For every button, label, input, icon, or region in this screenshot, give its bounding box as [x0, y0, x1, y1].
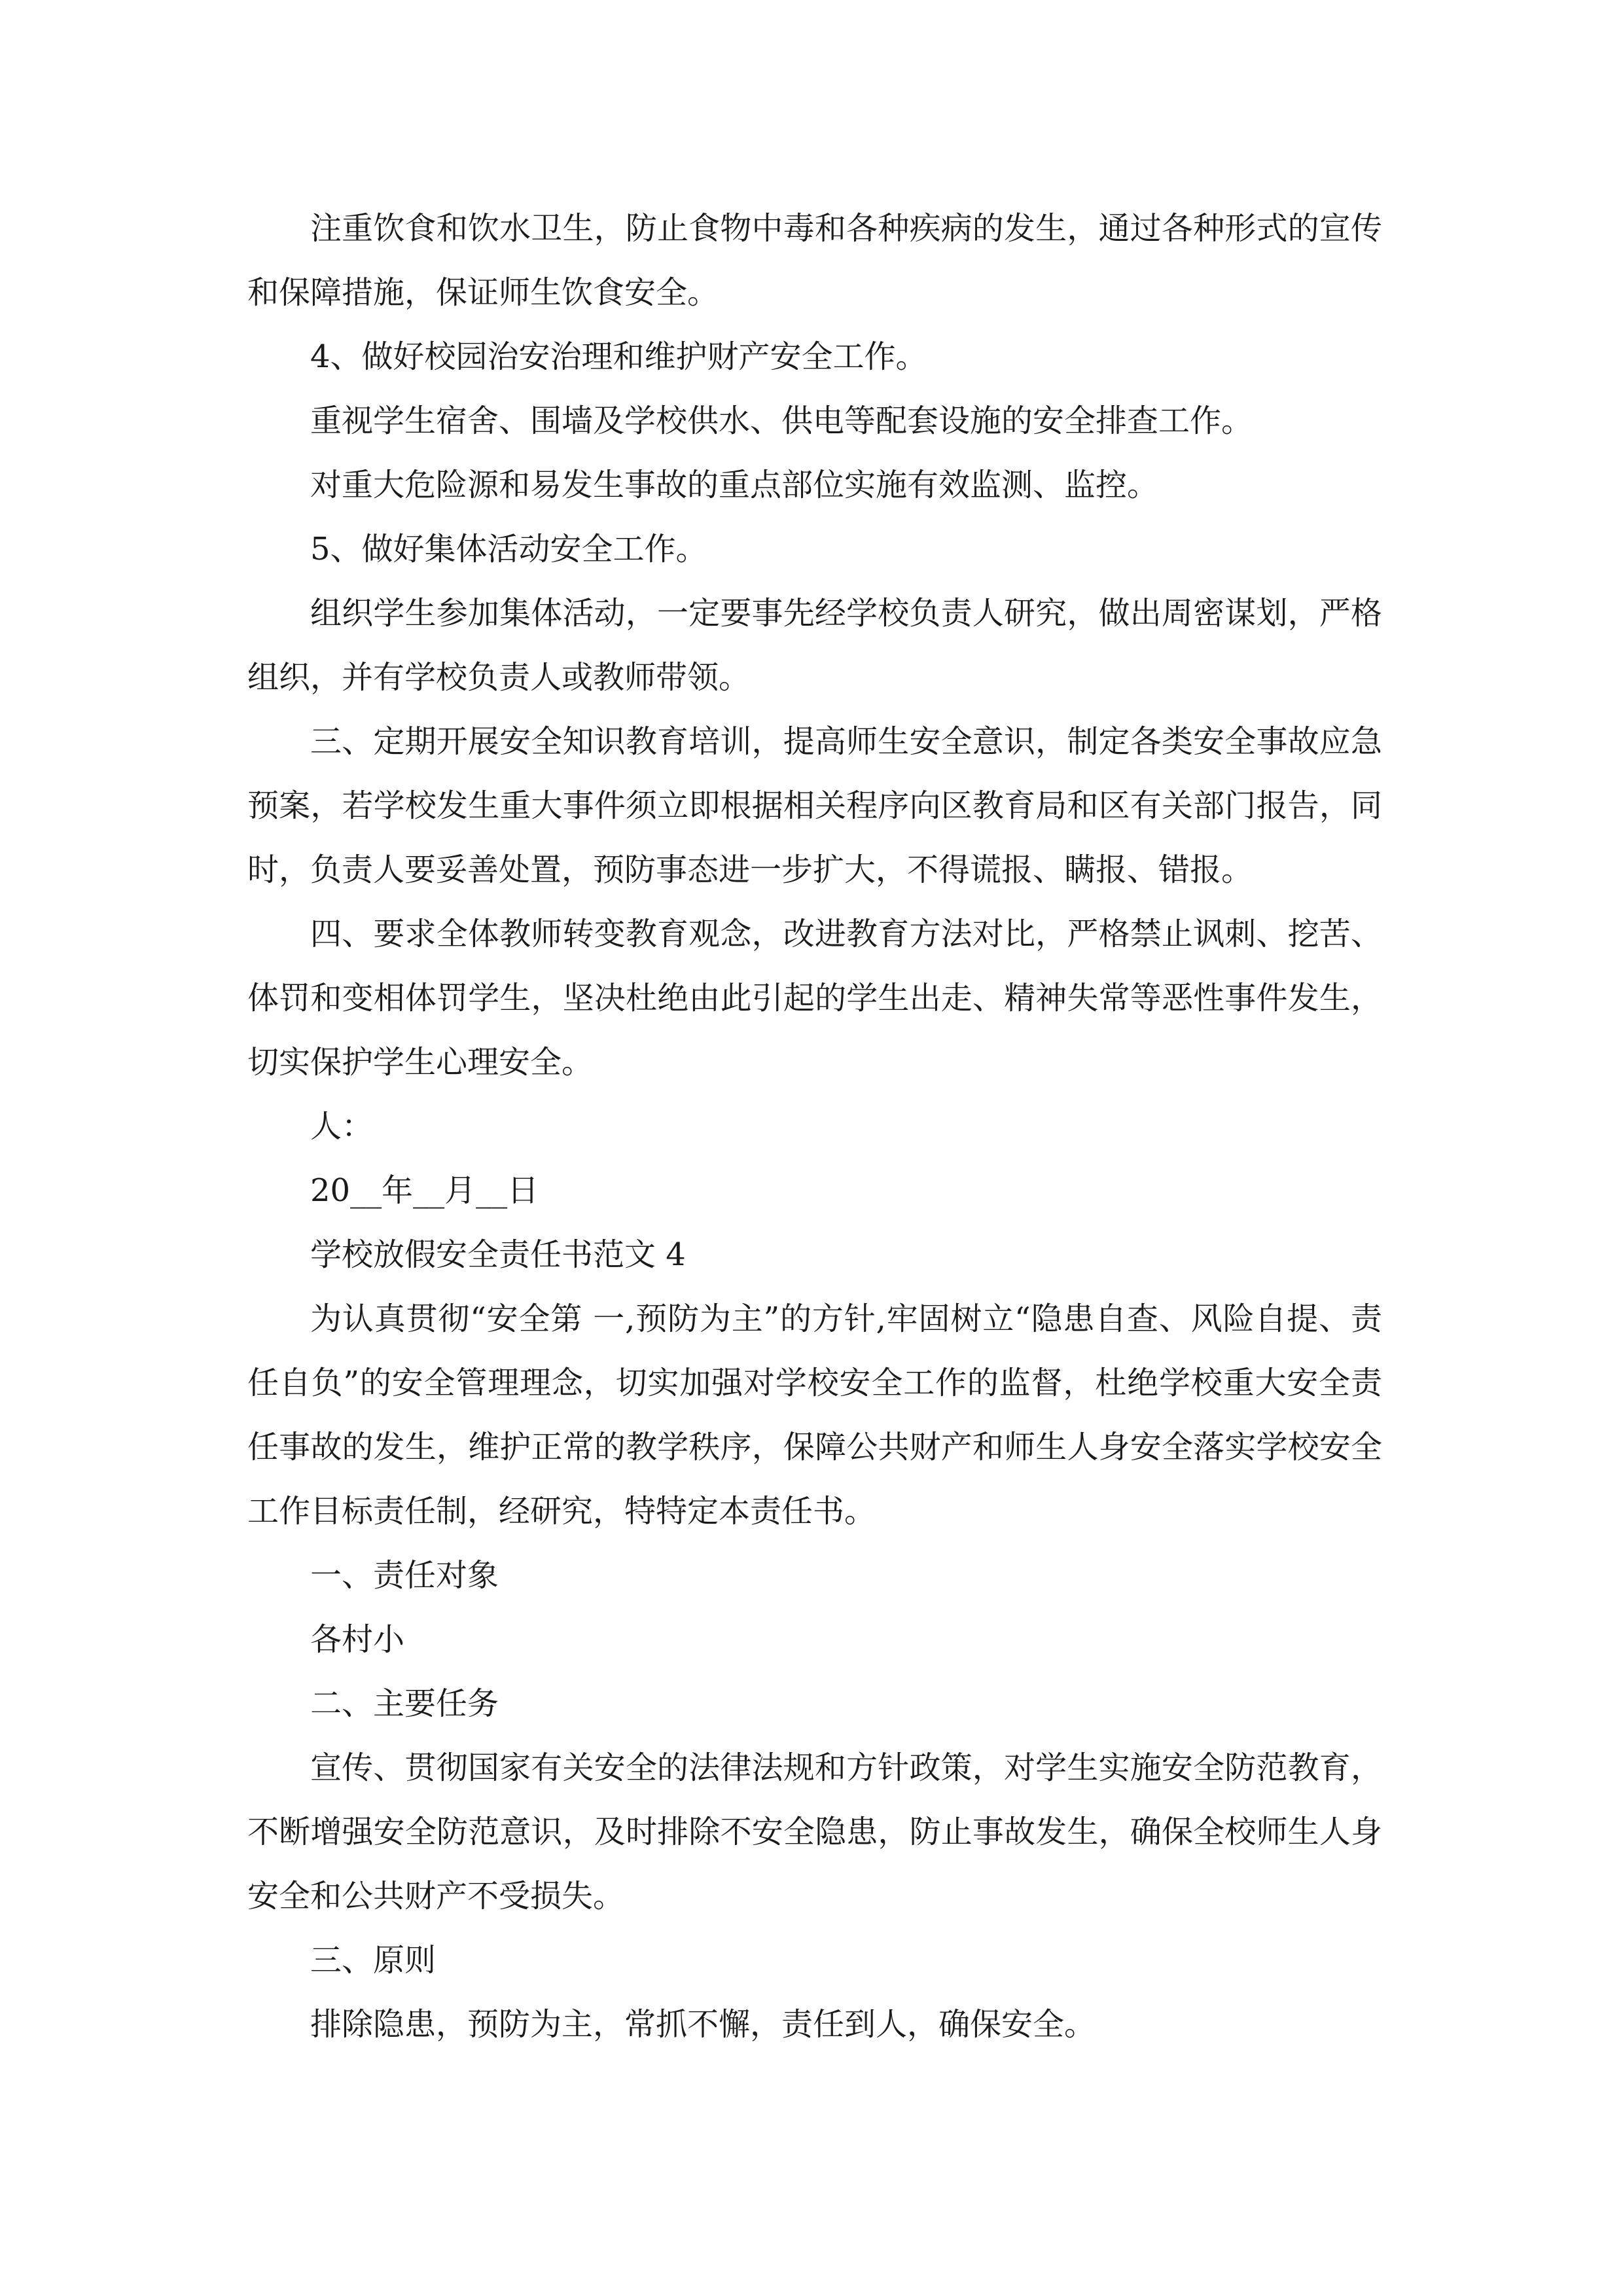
paragraph-campus-security-heading: 4、做好校园治安治理和维护财产安全工作。 — [310, 338, 927, 375]
heading-responsibility-target: 一、责任对象 — [310, 1557, 499, 1594]
paragraph-group-activity: 组织学生参加集体活动，一定要事先经学校负责人研究，做出周密谋划，严格组织，并有学校负责人或教师带领。 — [247, 595, 1382, 696]
paragraph-principles: 排除隐患，预防为主，常抓不懈，责任到人，确保安全。 — [310, 2006, 1096, 2043]
paragraph-group-activity-heading: 5、做好集体活动安全工作。 — [310, 531, 707, 567]
paragraph-introduction: 为认真贯彻“安全第 一,预防为主”的方针,牢固树立“隐患自查、风险自提、责任自负”的安全管理理念，切实加强对学校安全工作的监督，杜绝学校重大安全责任事故的发生，维护正常的教学秩序，保障公共财产和师生人身安全落实学校安全工作目标责任制，经研究，特特定本责任书。 — [247, 1300, 1382, 1530]
paragraph-main-tasks: 宣传、贯彻国家有关安全的法律法规和方针政策，对学生实施安全防范教育，不断增强安全防范意识，及时排除不安全隐患，防止事故发生，确保全校师生人身安全和公共财产不受损失。 — [247, 1749, 1382, 1914]
document-body — [247, 196, 1382, 2056]
section-title: 学校放假安全责任书范文 4 — [310, 1236, 686, 1273]
paragraph-food-safety: 注重饮食和饮水卫生，防止食物中毒和各种疾病的发生，通过各种形式的宣传和保障措施，保证师生饮食安全。 — [247, 210, 1382, 311]
paragraph-training-section: 三、定期开展安全知识教育培训，提高师生安全意识，制定各类安全事故应急预案，若学校发生重大事件须立即根据相关程序向区教育局和区有关部门报告，同时，负责人要妥善处置，预防事态进一步扩大，不得谎报、瞒报、错报。 — [247, 723, 1382, 888]
paragraph-hazard-monitoring: 对重大危险源和易发生事故的重点部位实施有效监测、监控。 — [310, 467, 1159, 503]
paragraph-teacher-conduct-section: 四、要求全体教师转变教育观念，改进教育方法对比，严格禁止讽刺、挖苦、体罚和变相体罚学生，坚决杜绝由此引起的学生出走、精神失常等恶性事件发生，切实保护学生心理安全。 — [247, 916, 1382, 1081]
paragraph-responsibility-target: 各村小 — [310, 1621, 405, 1658]
heading-main-tasks: 二、主要任务 — [310, 1685, 499, 1722]
date-line: 20__年__月__日 — [310, 1172, 539, 1209]
signature-line: 人： — [310, 1108, 374, 1145]
paragraph-facility-inspection: 重视学生宿舍、围墙及学校供水、供电等配套设施的安全排查工作。 — [310, 403, 1253, 439]
heading-principles: 三、原则 — [310, 1942, 437, 1979]
